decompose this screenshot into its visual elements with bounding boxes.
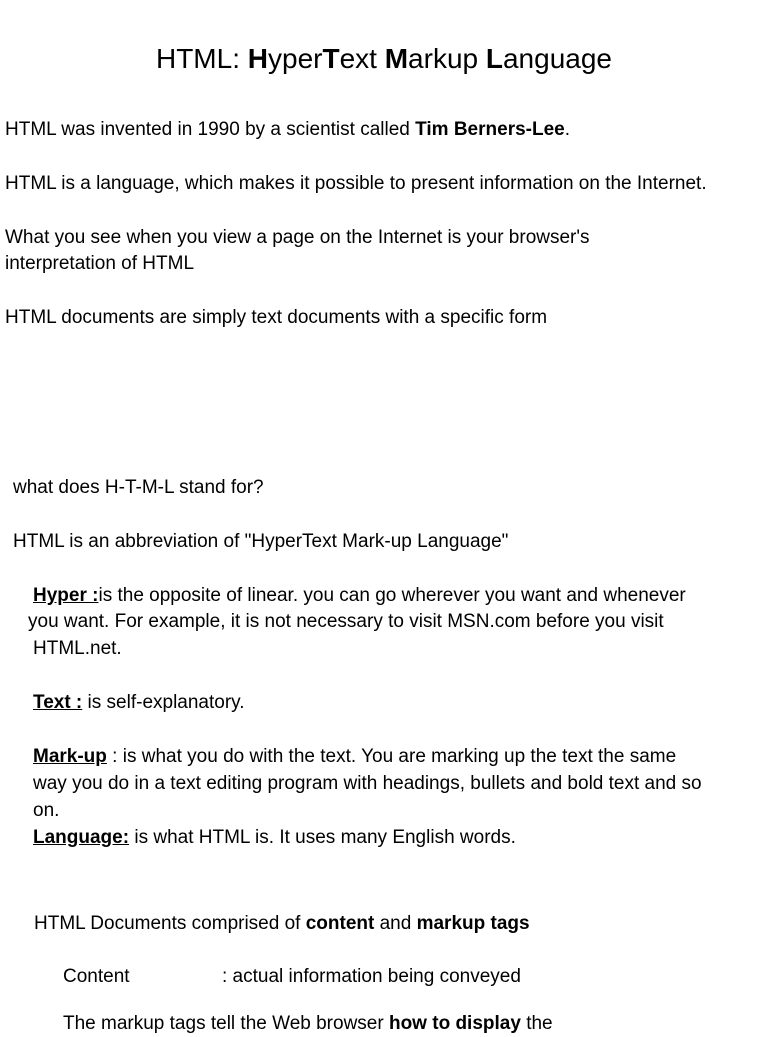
markup-text: : is what you do with the text. You are marking up the text the same (106, 746, 677, 767)
title-initial-h: H (247, 43, 268, 74)
intro-text: HTML was invented in 1990 by a scientist called (5, 119, 416, 140)
documents-markup-tags: markup tags (416, 913, 530, 934)
markup-definition-line3: on. (33, 800, 60, 821)
markup-definition-line2: way you do in a text editing program with headings, bullets and bold text and so (33, 773, 702, 794)
content-definition: : actual information being conveyed (222, 966, 521, 987)
hyper-text: is the opposite of linear. you can go wherever you want and whenever (98, 585, 686, 606)
intro-line-documents: HTML documents are simply text documents with a specific form (5, 307, 548, 328)
markup-term: Mark-up (33, 746, 107, 767)
cut-text: the (520, 1013, 553, 1034)
text-term: Text : (33, 692, 83, 713)
hyper-definition (33, 582, 686, 609)
title-initial-t: T (322, 43, 340, 74)
intro-line-language: HTML is a language, which makes it possible to present information on the Internet. (5, 173, 707, 194)
hyper-definition-line2: you want. For example, it is not necessary to visit MSN.com before you visit (28, 611, 664, 632)
question-line: what does H-T-M-L stand for? (13, 477, 264, 498)
markup-definition (33, 743, 676, 770)
language-term: Language: (33, 827, 130, 848)
answer-line: HTML is an abbreviation of "HyperText Mark-up Language" (13, 531, 509, 552)
title-part: arkup (408, 43, 486, 74)
hyper-definition-line3: HTML.net. (33, 638, 122, 659)
cut-text: The markup tags tell the Web browser (63, 1013, 389, 1034)
title-part: ext (339, 43, 385, 74)
title-part: yper (268, 43, 323, 74)
text-definition (33, 689, 245, 716)
documents-line (34, 910, 530, 937)
language-def: is what HTML is. It uses many English words. (129, 827, 516, 848)
intro-line-browser: What you see when you view a page on the Internet is your browser's (5, 227, 590, 248)
documents-text: HTML Documents comprised of (34, 913, 306, 934)
inventor-name: Tim Berners-Lee (415, 119, 565, 140)
intro-text: . (564, 119, 571, 140)
intro-line-invented (5, 116, 570, 143)
title-initial-l: L (485, 43, 503, 74)
title-part: anguage (502, 43, 612, 74)
content-term: Content (63, 966, 130, 987)
documents-text: and (374, 913, 417, 934)
page-title (0, 40, 768, 78)
documents-content: content (305, 913, 375, 934)
text-def: is self-explanatory. (82, 692, 245, 713)
intro-line-browser-cont: interpretation of HTML (5, 253, 195, 274)
title-part: HTML: (155, 43, 248, 74)
hyper-term: Hyper : (33, 585, 99, 606)
cut-bold: how to display (388, 1013, 521, 1034)
title-initial-m: M (384, 43, 409, 74)
language-definition (33, 824, 516, 851)
